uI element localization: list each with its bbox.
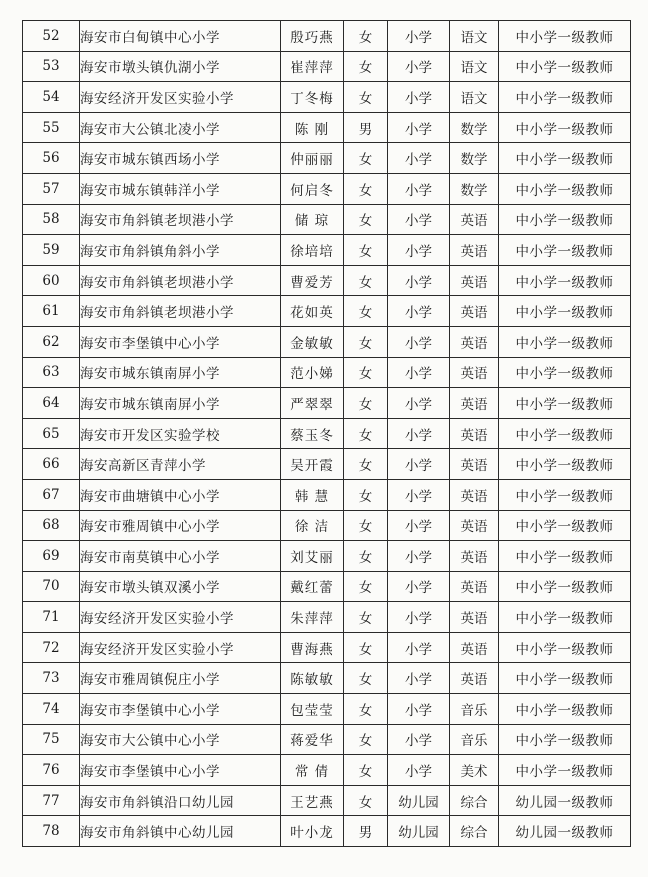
subject-cell: 英语 (450, 388, 499, 419)
table-row (23, 541, 631, 572)
teacher-name-cell: 朱萍萍 (281, 602, 344, 633)
subject-cell: 英语 (450, 296, 499, 327)
teacher-name-cell: 徐 洁 (281, 510, 344, 541)
gender-cell: 女 (344, 235, 388, 266)
gender-cell: 女 (344, 663, 388, 694)
subject-cell: 英语 (450, 235, 499, 266)
row-number-cell: 70 (23, 571, 80, 602)
row-number-cell: 57 (23, 173, 80, 204)
school-name-cell: 海安市李堡镇中心小学 (80, 694, 281, 725)
teacher-title-cell: 中小学一级教师 (499, 21, 631, 52)
row-number-cell: 74 (23, 694, 80, 725)
teacher-name-cell: 刘艾丽 (281, 541, 344, 572)
school-name-cell: 海安经济开发区实验小学 (80, 602, 281, 633)
gender-cell: 男 (344, 816, 388, 847)
school-name-cell: 海安市墩头镇仇湖小学 (80, 51, 281, 82)
school-level-cell: 小学 (388, 51, 450, 82)
row-number-cell: 72 (23, 632, 80, 663)
table-row (23, 357, 631, 388)
school-name-cell: 海安经济开发区实验小学 (80, 632, 281, 663)
school-name-cell: 海安市开发区实验学校 (80, 418, 281, 449)
school-level-cell: 小学 (388, 173, 450, 204)
row-number-cell: 76 (23, 755, 80, 786)
teacher-name-cell: 曹海燕 (281, 632, 344, 663)
school-level-cell: 小学 (388, 82, 450, 113)
teacher-name-cell: 金敏敏 (281, 326, 344, 357)
roster-body (23, 21, 631, 847)
table-row (23, 755, 631, 786)
school-level-cell: 小学 (388, 449, 450, 480)
subject-cell: 英语 (450, 265, 499, 296)
teacher-name-cell: 花如英 (281, 296, 344, 327)
teacher-title-cell: 中小学一级教师 (499, 51, 631, 82)
school-level-cell: 小学 (388, 112, 450, 143)
school-level-cell: 小学 (388, 694, 450, 725)
subject-cell: 语文 (450, 51, 499, 82)
teacher-name-cell: 蔡玉冬 (281, 418, 344, 449)
school-level-cell: 小学 (388, 632, 450, 663)
school-name-cell: 海安市雅周镇中心小学 (80, 510, 281, 541)
teacher-name-cell: 包莹莹 (281, 694, 344, 725)
table-row (23, 418, 631, 449)
school-name-cell: 海安市角斜镇老坝港小学 (80, 204, 281, 235)
teacher-name-cell: 丁冬梅 (281, 82, 344, 113)
table-row (23, 510, 631, 541)
table-row (23, 632, 631, 663)
table-row (23, 724, 631, 755)
subject-cell: 英语 (450, 479, 499, 510)
table-row (23, 51, 631, 82)
table-row (23, 265, 631, 296)
table-row (23, 663, 631, 694)
table-row (23, 204, 631, 235)
school-level-cell: 幼儿园 (388, 785, 450, 816)
teacher-title-cell: 中小学一级教师 (499, 173, 631, 204)
gender-cell: 女 (344, 571, 388, 602)
school-name-cell: 海安市城东镇西场小学 (80, 143, 281, 174)
school-level-cell: 小学 (388, 21, 450, 52)
row-number-cell: 52 (23, 21, 80, 52)
gender-cell: 女 (344, 479, 388, 510)
table-row (23, 388, 631, 419)
teacher-title-cell: 中小学一级教师 (499, 724, 631, 755)
subject-cell: 英语 (450, 541, 499, 572)
school-level-cell: 幼儿园 (388, 816, 450, 847)
teacher-title-cell: 中小学一级教师 (499, 326, 631, 357)
teacher-title-cell: 中小学一级教师 (499, 602, 631, 633)
teacher-title-cell: 中小学一级教师 (499, 755, 631, 786)
subject-cell: 英语 (450, 510, 499, 541)
teacher-name-cell: 陈敏敏 (281, 663, 344, 694)
school-level-cell: 小学 (388, 479, 450, 510)
subject-cell: 语文 (450, 21, 499, 52)
teacher-title-cell: 中小学一级教师 (499, 235, 631, 266)
subject-cell: 英语 (450, 632, 499, 663)
teacher-name-cell: 仲丽丽 (281, 143, 344, 174)
subject-cell: 英语 (450, 663, 499, 694)
teacher-title-cell: 中小学一级教师 (499, 479, 631, 510)
teacher-title-cell: 中小学一级教师 (499, 265, 631, 296)
table-row (23, 602, 631, 633)
school-level-cell: 小学 (388, 510, 450, 541)
teacher-name-cell: 范小娣 (281, 357, 344, 388)
school-level-cell: 小学 (388, 265, 450, 296)
row-number-cell: 53 (23, 51, 80, 82)
gender-cell: 女 (344, 694, 388, 725)
teacher-title-cell: 中小学一级教师 (499, 418, 631, 449)
row-number-cell: 78 (23, 816, 80, 847)
row-number-cell: 58 (23, 204, 80, 235)
teacher-title-cell: 中小学一级教师 (499, 388, 631, 419)
school-name-cell: 海安市曲塘镇中心小学 (80, 479, 281, 510)
subject-cell: 数学 (450, 173, 499, 204)
teacher-name-cell: 徐培培 (281, 235, 344, 266)
school-level-cell: 小学 (388, 418, 450, 449)
gender-cell: 女 (344, 265, 388, 296)
row-number-cell: 63 (23, 357, 80, 388)
table-row (23, 326, 631, 357)
school-level-cell: 小学 (388, 357, 450, 388)
teacher-title-cell: 中小学一级教师 (499, 204, 631, 235)
teacher-name-cell: 陈 刚 (281, 112, 344, 143)
subject-cell: 综合 (450, 816, 499, 847)
school-name-cell: 海安市李堡镇中心小学 (80, 326, 281, 357)
subject-cell: 英语 (450, 449, 499, 480)
teacher-name-cell: 何启冬 (281, 173, 344, 204)
teacher-title-cell: 幼儿园一级教师 (499, 785, 631, 816)
teacher-name-cell: 严翠翠 (281, 388, 344, 419)
school-level-cell: 小学 (388, 326, 450, 357)
table-row (23, 694, 631, 725)
teacher-roster-table (22, 20, 631, 847)
table-row (23, 143, 631, 174)
subject-cell: 音乐 (450, 694, 499, 725)
row-number-cell: 65 (23, 418, 80, 449)
school-name-cell: 海安市角斜镇中心幼儿园 (80, 816, 281, 847)
teacher-title-cell: 中小学一级教师 (499, 663, 631, 694)
teacher-title-cell: 中小学一级教师 (499, 143, 631, 174)
teacher-name-cell: 殷巧燕 (281, 21, 344, 52)
teacher-title-cell: 中小学一级教师 (499, 357, 631, 388)
gender-cell: 女 (344, 510, 388, 541)
teacher-name-cell: 戴红蕾 (281, 571, 344, 602)
school-level-cell: 小学 (388, 235, 450, 266)
school-name-cell: 海安市大公镇中心小学 (80, 724, 281, 755)
subject-cell: 英语 (450, 418, 499, 449)
gender-cell: 女 (344, 296, 388, 327)
gender-cell: 女 (344, 724, 388, 755)
table-row (23, 816, 631, 847)
row-number-cell: 60 (23, 265, 80, 296)
table-row (23, 296, 631, 327)
row-number-cell: 61 (23, 296, 80, 327)
table-row (23, 449, 631, 480)
table-row (23, 82, 631, 113)
row-number-cell: 54 (23, 82, 80, 113)
row-number-cell: 56 (23, 143, 80, 174)
gender-cell: 女 (344, 449, 388, 480)
table-row (23, 785, 631, 816)
row-number-cell: 77 (23, 785, 80, 816)
table-row (23, 21, 631, 52)
teacher-title-cell: 中小学一级教师 (499, 296, 631, 327)
school-level-cell: 小学 (388, 571, 450, 602)
school-name-cell: 海安市李堡镇中心小学 (80, 755, 281, 786)
gender-cell: 女 (344, 326, 388, 357)
teacher-title-cell: 中小学一级教师 (499, 541, 631, 572)
subject-cell: 英语 (450, 571, 499, 602)
gender-cell: 女 (344, 204, 388, 235)
school-name-cell: 海安市南莫镇中心小学 (80, 541, 281, 572)
row-number-cell: 67 (23, 479, 80, 510)
table-row (23, 479, 631, 510)
row-number-cell: 73 (23, 663, 80, 694)
gender-cell: 女 (344, 418, 388, 449)
teacher-title-cell: 中小学一级教师 (499, 510, 631, 541)
school-level-cell: 小学 (388, 541, 450, 572)
row-number-cell: 69 (23, 541, 80, 572)
school-name-cell: 海安市城东镇南屏小学 (80, 357, 281, 388)
row-number-cell: 68 (23, 510, 80, 541)
teacher-name-cell: 叶小龙 (281, 816, 344, 847)
gender-cell: 女 (344, 51, 388, 82)
school-level-cell: 小学 (388, 663, 450, 694)
school-name-cell: 海安高新区青萍小学 (80, 449, 281, 480)
teacher-name-cell: 蒋爱华 (281, 724, 344, 755)
subject-cell: 音乐 (450, 724, 499, 755)
subject-cell: 综合 (450, 785, 499, 816)
teacher-name-cell: 崔萍萍 (281, 51, 344, 82)
teacher-name-cell: 吴开霞 (281, 449, 344, 480)
gender-cell: 女 (344, 357, 388, 388)
subject-cell: 英语 (450, 326, 499, 357)
subject-cell: 数学 (450, 143, 499, 174)
teacher-name-cell: 韩 慧 (281, 479, 344, 510)
school-level-cell: 小学 (388, 724, 450, 755)
gender-cell: 女 (344, 143, 388, 174)
school-name-cell: 海安市墩头镇双溪小学 (80, 571, 281, 602)
teacher-title-cell: 中小学一级教师 (499, 112, 631, 143)
gender-cell: 女 (344, 541, 388, 572)
row-number-cell: 59 (23, 235, 80, 266)
school-level-cell: 小学 (388, 204, 450, 235)
subject-cell: 英语 (450, 602, 499, 633)
teacher-title-cell: 中小学一级教师 (499, 632, 631, 663)
row-number-cell: 55 (23, 112, 80, 143)
school-name-cell: 海安市雅周镇倪庄小学 (80, 663, 281, 694)
school-level-cell: 小学 (388, 755, 450, 786)
teacher-name-cell: 储 琼 (281, 204, 344, 235)
teacher-title-cell: 中小学一级教师 (499, 571, 631, 602)
gender-cell: 女 (344, 602, 388, 633)
school-name-cell: 海安市角斜镇沿口幼儿园 (80, 785, 281, 816)
school-name-cell: 海安市大公镇北凌小学 (80, 112, 281, 143)
school-name-cell: 海安市城东镇韩洋小学 (80, 173, 281, 204)
table-row (23, 173, 631, 204)
teacher-title-cell: 幼儿园一级教师 (499, 816, 631, 847)
teacher-title-cell: 中小学一级教师 (499, 694, 631, 725)
row-number-cell: 71 (23, 602, 80, 633)
gender-cell: 女 (344, 21, 388, 52)
teacher-title-cell: 中小学一级教师 (499, 449, 631, 480)
row-number-cell: 62 (23, 326, 80, 357)
subject-cell: 语文 (450, 82, 499, 113)
school-name-cell: 海安市角斜镇角斜小学 (80, 235, 281, 266)
gender-cell: 女 (344, 82, 388, 113)
teacher-name-cell: 王艺燕 (281, 785, 344, 816)
school-level-cell: 小学 (388, 602, 450, 633)
subject-cell: 数学 (450, 112, 499, 143)
school-name-cell: 海安市城东镇南屏小学 (80, 388, 281, 419)
subject-cell: 英语 (450, 357, 499, 388)
table-row (23, 571, 631, 602)
table-row (23, 235, 631, 266)
gender-cell: 女 (344, 173, 388, 204)
table-row (23, 112, 631, 143)
teacher-name-cell: 曹爱芳 (281, 265, 344, 296)
teacher-title-cell: 中小学一级教师 (499, 82, 631, 113)
school-name-cell: 海安经济开发区实验小学 (80, 82, 281, 113)
gender-cell: 女 (344, 632, 388, 663)
row-number-cell: 75 (23, 724, 80, 755)
gender-cell: 男 (344, 112, 388, 143)
school-name-cell: 海安市角斜镇老坝港小学 (80, 265, 281, 296)
school-name-cell: 海安市角斜镇老坝港小学 (80, 296, 281, 327)
gender-cell: 女 (344, 388, 388, 419)
gender-cell: 女 (344, 785, 388, 816)
row-number-cell: 64 (23, 388, 80, 419)
school-level-cell: 小学 (388, 388, 450, 419)
row-number-cell: 66 (23, 449, 80, 480)
subject-cell: 美术 (450, 755, 499, 786)
school-level-cell: 小学 (388, 143, 450, 174)
teacher-name-cell: 常 倩 (281, 755, 344, 786)
gender-cell: 女 (344, 755, 388, 786)
school-level-cell: 小学 (388, 296, 450, 327)
school-name-cell: 海安市白甸镇中心小学 (80, 21, 281, 52)
subject-cell: 英语 (450, 204, 499, 235)
